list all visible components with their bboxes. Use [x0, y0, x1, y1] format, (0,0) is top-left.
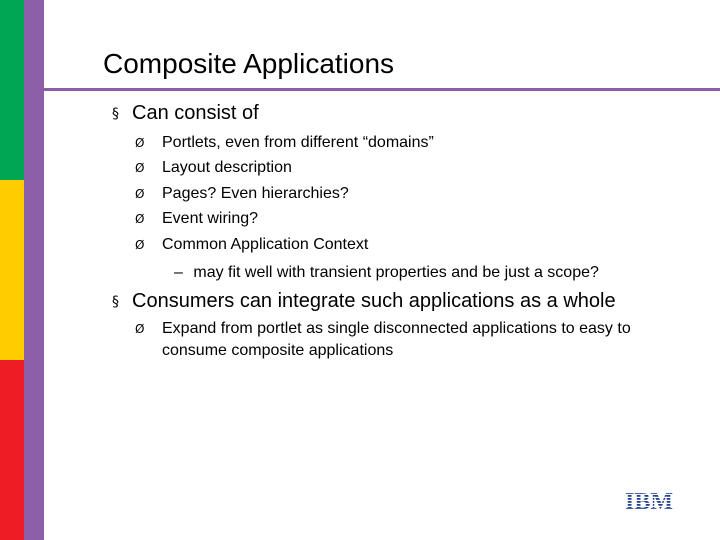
sub-bullet-text: Portlets, even from different “domains”	[162, 134, 434, 151]
square-bullet-icon: §	[112, 106, 119, 122]
sub-bullet-text: Layout description	[162, 159, 292, 176]
sub-bullet-text: Event wiring?	[162, 210, 259, 227]
arrow-bullet-icon: Ø	[135, 322, 145, 336]
bullet-text: Can consist of	[132, 102, 259, 124]
square-bullet-icon: §	[112, 294, 119, 310]
title-rule	[44, 88, 720, 91]
dash-bullet-icon: –	[174, 264, 183, 281]
left-stripe-green	[0, 0, 24, 180]
sub-bullet-text: Common Application Context	[162, 236, 369, 253]
dash-note	[174, 262, 599, 284]
sub-bullet-expand: Expand from portlet as single disconnected applications to easy to consume composite applications	[162, 320, 631, 359]
left-stripe-purple	[24, 0, 44, 540]
arrow-bullet-icon: Ø	[135, 212, 145, 226]
arrow-bullet-icon: Ø	[135, 161, 145, 175]
note-text: may fit well with transient properties and be just a scope?	[193, 264, 599, 281]
arrow-bullet-icon: Ø	[135, 187, 145, 201]
bullet-text: Consumers can integrate such applications as a whole	[132, 290, 616, 312]
slide-title: Composite Applications	[103, 48, 395, 79]
left-stripe-red	[0, 360, 24, 540]
left-stripe-yellow	[0, 180, 24, 360]
arrow-bullet-icon: Ø	[135, 136, 145, 150]
sub-bullet-text: Pages? Even hierarchies?	[162, 185, 349, 202]
ibm-logo	[623, 489, 675, 511]
arrow-bullet-icon: Ø	[135, 238, 145, 252]
ibm-logo-text: IBM	[625, 489, 673, 511]
